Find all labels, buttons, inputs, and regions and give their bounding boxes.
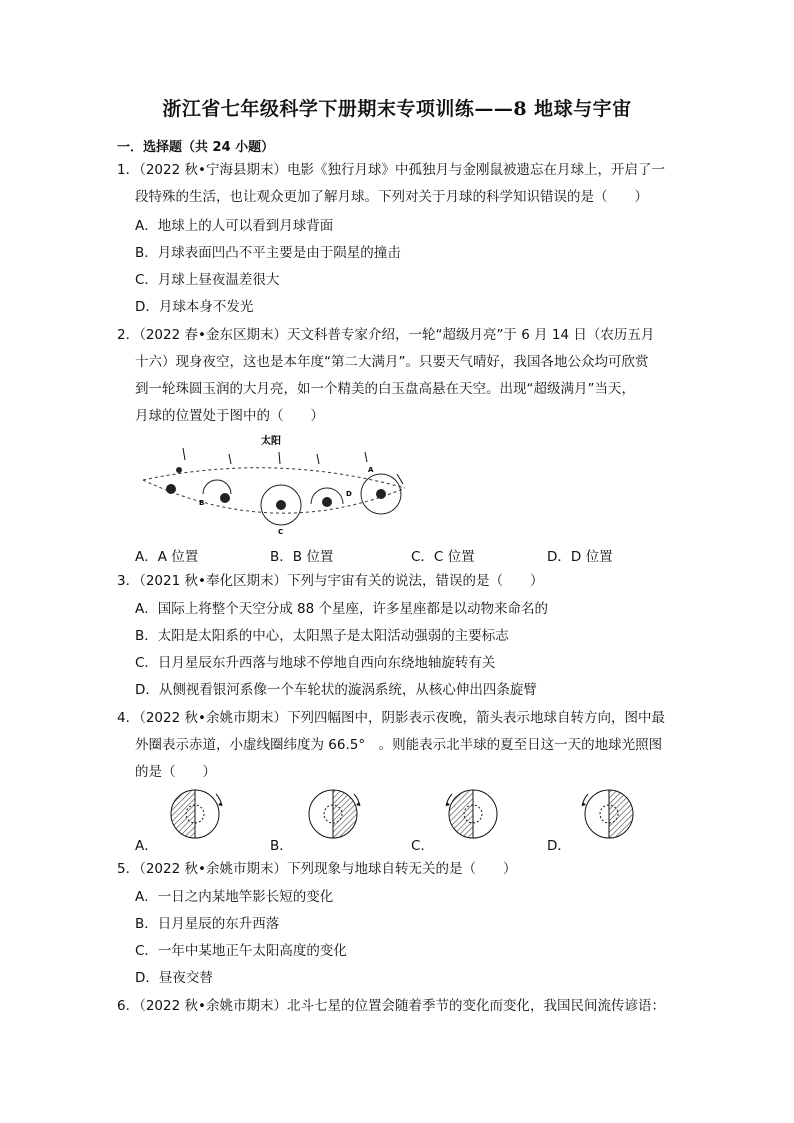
question-4-option-d: D．	[547, 838, 571, 854]
page-title: 浙江省七年级科学下册期末专项训练——8 地球与宇宙	[162, 98, 632, 120]
question-2-line-1: 2．（2022 春•金东区期末）天文科普专家介绍，一轮“超级月亮”于 6 月 14 日（农历五月	[117, 327, 655, 343]
question-4-line-3: 的是（ ）	[135, 764, 216, 780]
question-3-option-d: D．从侧视看银河系像一个车轮状的漩涡系统，从核心伸出四条旋臂	[135, 682, 537, 698]
question-5-option-b: B．日月星辰的东升西落	[135, 916, 280, 932]
position-b-label: B	[199, 499, 205, 507]
question-1-option-b: B．月球表面凹凸不平主要是由于陨星的撞击	[135, 245, 401, 261]
question-1-line-1: 1．（2022 秋•宁海县期末）电影《独行月球》中孤独月与金刚鼠被遗忘在月球上，开启了一	[117, 162, 665, 178]
question-5-line-1: 5．（2022 秋•余姚市期末）下列现象与地球自转无关的是（ ）	[117, 861, 517, 877]
question-5-option-d: D．昼夜交替	[135, 970, 213, 986]
question-5-option-a: A．一日之内某地竿影长短的变化	[135, 889, 334, 905]
question-3-option-c: C．日月星辰东升西落与地球不停地自西向东绕地轴旋转有关	[135, 655, 496, 671]
question-4-line-1: 4．（2022 秋•余姚市期末）下列四幅图中，阴影表示夜晚，箭头表示地球自转方向，图中最	[117, 710, 665, 726]
globe-diagram-d	[568, 788, 650, 840]
sun-label: 太阳	[261, 436, 281, 447]
question-2-line-4: 月球的位置处于图中的（ ）	[135, 408, 324, 424]
globe-diagram-c	[432, 788, 514, 840]
globe-diagram-a	[154, 788, 236, 840]
question-1-option-a: A．地球上的人可以看到月球背面	[135, 218, 334, 234]
question-1-option-c: C．月球上昼夜温差很大	[135, 272, 280, 288]
question-4-option-b: B．	[270, 838, 293, 854]
question-2-line-2: 十六）现身夜空，这也是本年度“第二大满月”。只要天气晴好，我国各地公众均可欣赏	[135, 354, 649, 370]
question-1-option-d: D．月球本身不发光	[135, 299, 254, 315]
section-heading: 一．选择题（共 24 小题）	[117, 140, 275, 155]
question-4-line-2: 外圈表示赤道，小虚线圈纬度为 66.5° 。则能表示北半球的夏至日这一天的地球光照图	[135, 737, 663, 753]
position-d-label: D	[346, 490, 352, 498]
question-2-option-b: B．B 位置	[270, 549, 334, 565]
question-5-option-c: C．一年中某地正午太阳高度的变化	[135, 943, 347, 959]
question-2-option-c: C．C 位置	[411, 549, 475, 565]
question-1-line-2: 段特殊的生活，也让观众更加了解月球。下列对关于月球的科学知识错误的是（ ）	[135, 189, 648, 205]
question-6-line-1: 6．（2022 秋•余姚市期末）北斗七星的位置会随着季节的变化而变化，我国民间流传谚语：	[117, 998, 665, 1014]
globe-diagram-b	[292, 788, 374, 840]
question-4-option-a: A．	[135, 838, 158, 854]
question-4-option-c: C．	[411, 838, 434, 854]
moon-orbit-diagram	[135, 432, 425, 540]
question-2-option-a: A．A 位置	[135, 549, 199, 565]
question-3-line-1: 3．（2021 秋•奉化区期末）下列与宇宙有关的说法，错误的是（ ）	[117, 573, 544, 589]
question-3-option-b: B．太阳是太阳系的中心，太阳黑子是太阳活动强弱的主要标志	[135, 628, 509, 644]
question-2-line-3: 到一轮珠圆玉润的大月亮，如一个精美的白玉盘高悬在天空。出现“超级满月”当天，	[135, 381, 635, 397]
position-c-label: C	[278, 528, 284, 536]
question-2-option-d: D．D 位置	[547, 549, 613, 565]
position-a-label: A	[368, 466, 374, 474]
question-3-option-a: A．国际上将整个天空分成 88 个星座，许多星座都是以动物来命名的	[135, 601, 548, 617]
